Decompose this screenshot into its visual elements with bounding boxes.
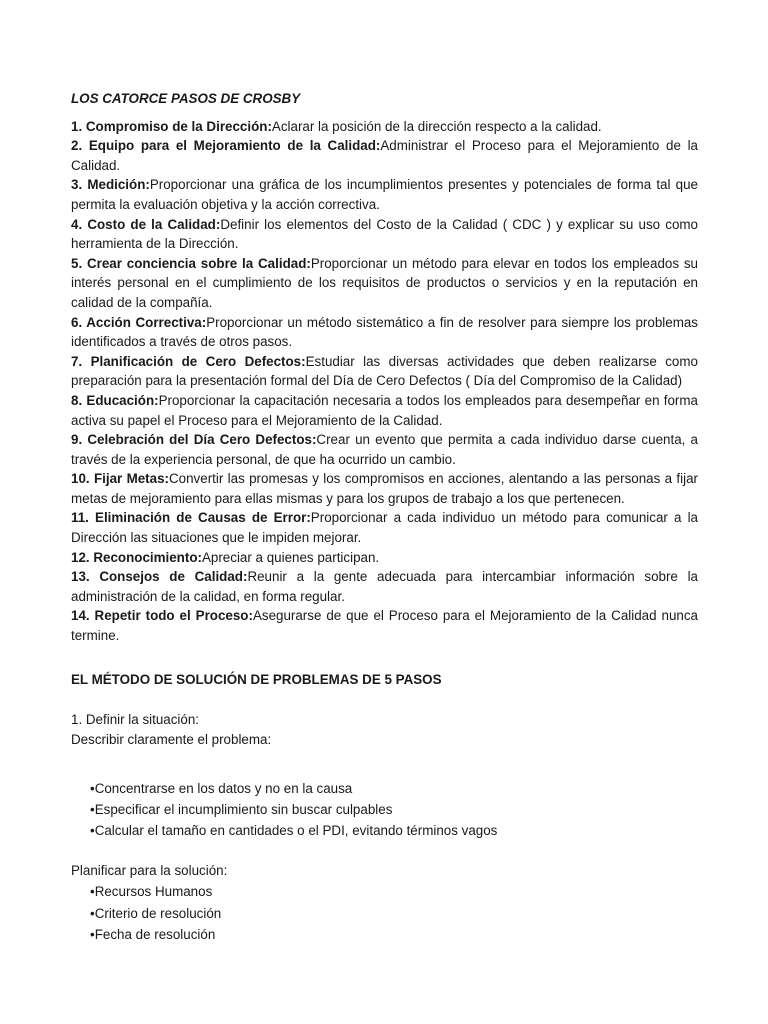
step-heading: 12. Reconocimiento: [71,549,202,565]
step-heading: 6. Acción Correctiva: [71,314,207,330]
step-text: Apreciar a quienes participan. [201,549,380,565]
crosby-title: LOS CATORCE PASOS DE CROSBY [71,91,301,106]
list-item: •Recursos Humanos [90,884,213,899]
describe-bullet-list [71,778,698,841]
step-text: Proporcionar una gráfica de los incumplimientos presentes y potenciales de forma tal que permita la evaluación objetiva y la acción correctiva. [71,177,698,212]
crosby-step [71,215,698,254]
list-item: •Fecha de resolución [90,927,216,942]
step-heading: 14. Repetir todo el Proceso: [71,608,253,624]
list-item: •Calcular el tamaño en cantidades o el PDI, evitando términos vagos [90,823,498,839]
crosby-step [71,391,698,430]
step-text: Proporcionar un método para elevar en todos los empleados su interés personal en el cumplimiento de los requisitos de productos o servicios y en la reputación en calidad de la compañía. [71,255,698,310]
method-title: EL MÉTODO DE SOLUCIÓN DE PROBLEMAS DE 5 PASOS [71,671,442,687]
step-heading: 5. Crear conciencia sobre la Calidad: [71,255,311,271]
describe-problem-text: Describir claramente el problema: [71,731,272,747]
step-text: Reunir a la gente adecuada para intercambiar información sobre la administración de la calidad, en forma regular. [71,569,698,604]
step-text: Administrar el Proceso para el Mejoramiento de la Calidad. [71,138,699,173]
step-heading: 11. Eliminación de Causas de Error: [71,510,311,526]
crosby-step [71,567,698,606]
step-heading: 2. Equipo para el Mejoramiento de la Calidad: [71,138,381,154]
crosby-step [71,254,698,313]
crosby-step [71,117,698,137]
step-text: Proporcionar a cada individuo un método para comunicar a la Dirección las situaciones que le impiden mejorar. [71,510,698,546]
list-item: •Criterio de resolución [90,905,222,921]
step-text: Proporcionar un método sistemático a fin de resolver para siempre los problemas identificados a través de otros pasos. [71,314,698,350]
list-item: •Especificar el incumplimiento sin buscar culpables [90,802,393,818]
step-heading: 7. Planificación de Cero Defectos: [71,353,306,369]
step-text: Crear un evento que permita a cada individuo darse cuenta, a través de la experiencia personal, de que ha ocurrido un cambio. [71,432,698,467]
crosby-step [71,430,698,469]
step1-heading: 1. Definir la situación: [71,712,200,728]
step-text: Definir los elementos del Costo de la Calidad ( CDC ) y explicar su uso como herramienta de la Dirección. [71,216,698,252]
step-heading: 10. Fijar Metas: [71,471,169,487]
crosby-step [71,175,698,214]
crosby-step [71,606,698,645]
step-text: Convertir las promesas y los compromisos en acciones, alentando a las personas a fijar metas de mejoramiento para ellas mismas y para los grupos de trabajo a los que pertenecen. [71,471,698,506]
plan-heading: Planificar para la solución: [71,863,228,879]
crosby-step [71,548,698,568]
list-item: •Concentrarse en los datos y no en la causa [90,781,353,797]
crosby-step [71,508,698,547]
step-heading: 13. Consejos de Calidad: [71,569,248,585]
crosby-step [71,313,698,352]
step-text: Proporcionar la capacitación necesaria a todos los empleados para desempeñar en forma activa su papel el Proceso para el Mejoramiento de la Calidad. [71,392,698,428]
step-text: Estudiar las diversas actividades que deben realizarse como preparación para la presentación formal del Día de Cero Defectos ( Día del Compromiso de la Calidad) [71,353,698,389]
step-text: Asegurarse de que el Proceso para el Mejoramiento de la Calidad nunca termine. [71,608,698,644]
plan-bullet-list [71,881,698,946]
step-heading: 8. Educación: [71,392,159,408]
crosby-step [71,469,698,508]
step-heading: 4. Costo de la Calidad: [71,216,221,232]
crosby-step [71,136,698,175]
document-body [71,89,698,946]
step-heading: 9. Celebración del Día Cero Defectos: [71,432,317,448]
step-heading: 1. Compromiso de la Dirección: [71,118,272,134]
step-heading: 3. Medición: [71,177,150,193]
crosby-steps-list [71,117,698,646]
crosby-step [71,352,698,391]
step-text: Aclarar la posición de la dirección respecto a la calidad. [271,118,602,134]
